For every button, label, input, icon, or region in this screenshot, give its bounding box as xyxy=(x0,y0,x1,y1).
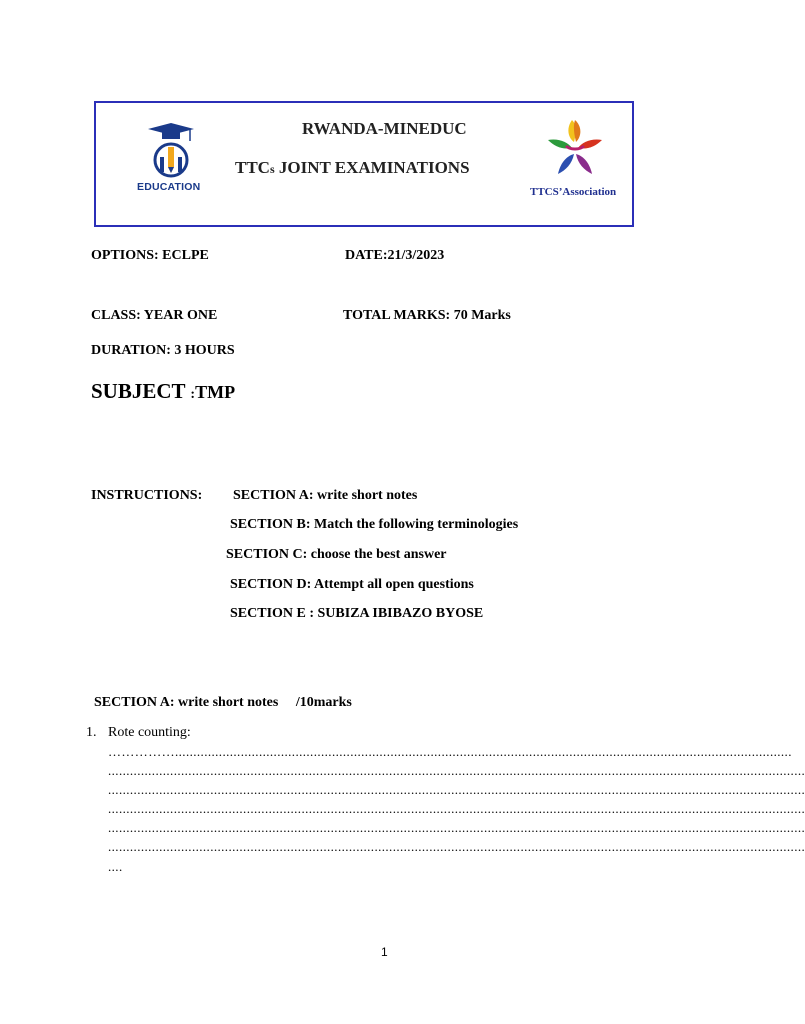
duration-label: DURATION: 3 HOURS xyxy=(91,343,235,358)
exam-header-box xyxy=(94,101,634,227)
section-a-heading: SECTION A: write short notes /10marks xyxy=(94,695,352,710)
answer-line: ……………......................................................................................................................................................................... xyxy=(108,744,792,759)
exam-title: TTCs JOINT EXAMINATIONS xyxy=(235,158,470,177)
instruction-item: SECTION D: Attempt all open questions xyxy=(230,577,474,592)
subject-heading: SUBJECT :TMP xyxy=(91,379,236,403)
question-text: Rote counting: xyxy=(108,725,191,740)
education-logo-icon xyxy=(142,123,200,181)
class-label: CLASS: YEAR ONE xyxy=(91,308,218,323)
exam-date: DATE:21/3/2023 xyxy=(345,248,445,263)
answer-line: ............................................................................................................................................................................................... xyxy=(108,763,805,778)
page-number: 1 xyxy=(381,945,388,959)
instruction-item: SECTION E : SUBIZA IBIBAZO BYOSE xyxy=(230,606,484,621)
answer-line: ............................................................................................................................................................................................... xyxy=(108,782,805,797)
total-marks: TOTAL MARKS: 70 Marks xyxy=(343,308,511,323)
ttcs-association-logo-icon xyxy=(542,116,608,182)
answer-line: ............................................................................................................................................................................................... xyxy=(108,820,805,835)
ttcs-association-label: TTCS’Association xyxy=(530,186,617,198)
answer-line: ............................................................................................................................................................................................... xyxy=(108,839,805,854)
ministry-title: RWANDA-MINEDUC xyxy=(302,119,467,138)
question-number: 1. xyxy=(86,725,97,740)
answer-line: .... xyxy=(108,859,123,874)
education-logo-label: EDUCATION xyxy=(137,181,201,193)
instruction-item: SECTION A: write short notes xyxy=(233,488,418,503)
instruction-item: SECTION B: Match the following terminologies xyxy=(230,517,519,532)
instructions-label: INSTRUCTIONS: xyxy=(91,488,203,503)
instruction-item: SECTION C: choose the best answer xyxy=(226,547,447,562)
answer-line: ............................................................................................................................................................................................... xyxy=(108,801,805,816)
options-label: OPTIONS: ECLPE xyxy=(91,248,209,263)
